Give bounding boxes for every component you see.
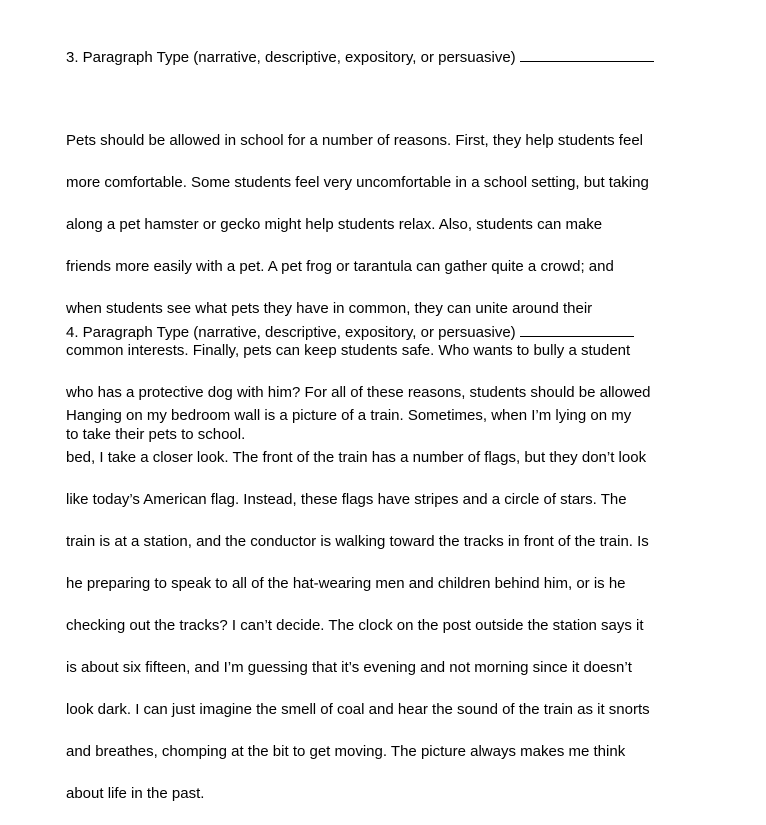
paragraph-line: Hanging on my bedroom wall is a picture of a train. Sometimes, when I’m lying on my [66, 407, 632, 424]
paragraph-line: about life in the past. [66, 785, 205, 802]
question-3-prompt [66, 47, 654, 67]
paragraph-line: along a pet hamster or gecko might help students relax. Also, students can make [66, 216, 603, 233]
paragraph-line: more comfortable. Some students feel very uncomfortable in a school setting, but taking [66, 174, 649, 191]
paragraph-line: common interests. Finally, pets can keep students safe. Who wants to bully a student [66, 342, 631, 359]
paragraph-line: to take their pets to school. [66, 426, 246, 443]
paragraph-line: is about six fifteen, and I’m guessing that it’s evening and not morning since it doesn’t [66, 659, 632, 676]
paragraph-line: look dark. I can just imagine the smell of coal and hear the sound of the train as it snorts [66, 701, 650, 718]
paragraph-line: and breathes, chomping at the bit to get moving. The picture always makes me think [66, 743, 626, 760]
paragraph-line: when students see what pets they have in common, they can unite around their [66, 300, 593, 317]
paragraph-line: checking out the tracks? I can’t decide. The clock on the post outside the station says it [66, 617, 644, 634]
paragraph-line: bed, I take a closer look. The front of the train has a number of flags, but they don’t look [66, 449, 647, 466]
paragraph-line: who has a protective dog with him? For all of these reasons, students should be allowed [66, 384, 651, 401]
question-4-answer-blank[interactable] [520, 322, 634, 337]
paragraph-line: like today’s American flag. Instead, these flags have stripes and a circle of stars. The [66, 491, 627, 508]
question-4-prompt [66, 322, 634, 342]
paragraph-line: train is at a station, and the conductor is walking toward the tracks in front of the train. Is [66, 533, 649, 550]
question-3-answer-blank[interactable] [520, 47, 654, 62]
paragraph-line: friends more easily with a pet. A pet frog or tarantula can gather quite a crowd; and [66, 258, 614, 275]
paragraph-line: Pets should be allowed in school for a number of reasons. First, they help students feel [66, 132, 643, 149]
question-4-label: 4. Paragraph Type (narrative, descriptive, expository, or persuasive) [66, 324, 516, 341]
paragraph-line: he preparing to speak to all of the hat-wearing men and children behind him, or is he [66, 575, 626, 592]
question-4-paragraph [66, 384, 706, 825]
question-3-label: 3. Paragraph Type (narrative, descriptive, expository, or persuasive) [66, 49, 516, 66]
